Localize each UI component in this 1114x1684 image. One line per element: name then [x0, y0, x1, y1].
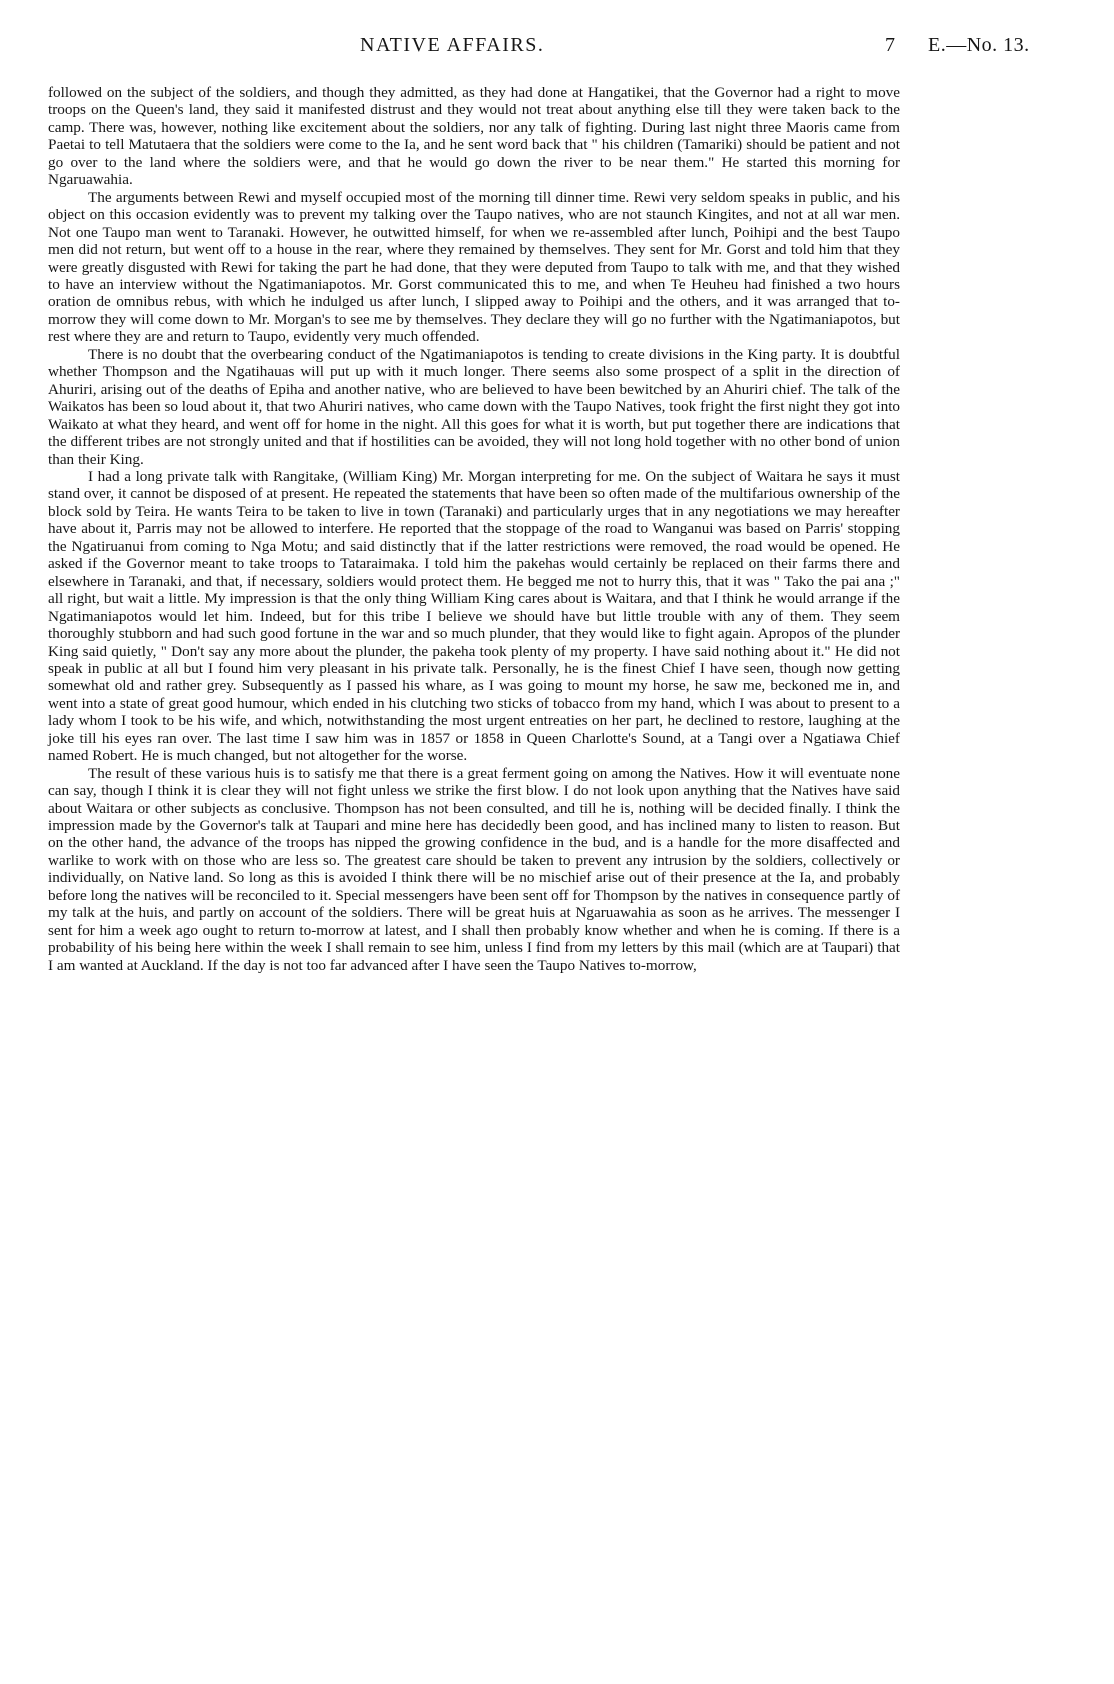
paragraph: I had a long private talk with Rangitake, (William King) Mr. Morgan interpreting for me. On the subject of Waitara he says it must stand over, it cannot be disposed of at present. He repeated the statements that have been so often made of the multifarious ownership of the block sold by Teira. He wants Teira to be taken to live in town (Taranaki) and particularly urges that in any negotiations we may hereafter have about it, Parris may not be allowed to interfere. He reported that the stoppage of the road to Wanganui was based on Parris' stopping the Ngatiruanui from coming to Nga Motu; and said distinctly that if the latter restrictions were removed, the road would be opened. He asked if the Governor meant to take troops to Tataraimaka. I told him the pakehas would certainly be replaced on their farms there and elsewhere in Taranaki, and that, if necessary, soldiers would protect them. He begged me not to hurry this, that it was " Tako the pai ana ;" all right, but wait a little. My impression is that the only thing William King cares about is Waitara, and that I think he would arrange if the Ngatimaniapotos would let him. Indeed, but for this tribe I believe we should have but little trouble with any of them. They seem thoroughly stubborn and had such good fortune in the war and so much plunder, that they would like to fight again. Apropos of the plunder King said quietly, " Don't say any more about the plunder, the pakeha took plenty of my property. I have said nothing about it." He did not speak in public at all but I found him very pleasant in his private talk. Personally, he is the finest Chief I have seen, though now getting somewhat old and rather grey. Subsequently as I passed his whare, as I was going to mount my horse, he saw me, beckoned me in, and went into a state of great good humour, which ended in his clutching two sticks of tobacco from my hand, which I was about to present to a lady whom I took to be his wife, and which, notwithstanding the most urgent entreaties on her part, he declined to restore, laughing at the joke till his eyes ran over. The last time I saw him was in 1857 or 1858 in Queen Charlotte's Sound, at a Tangi over a Ngatiawa Chief named Robert. He is much changed, but not altogether for the worse.	[48, 467, 900, 765]
paragraph: followed on the subject of the soldiers, and though they admitted, as they had done at Hangatikei, that the Governor had a right to move troops on the Queen's land, they said it manifested distrust and they would not treat about anything else till they were taken back to the camp. There was, however, nothing like excitement about the soldiers, nor any talk of fighting. During last night three Maoris came from Paetai to tell Matutaera that the soldiers were come to the Ia, and he sent word back that " his children (Tamariki) should be patient and not go over to the land where the soldiers were, and that he would go down the river to be near them." He started this morning for Ngaruawahia.	[48, 84, 900, 189]
page-number: 7	[885, 34, 895, 56]
document-reference: E.—No. 13.	[928, 34, 1030, 56]
header-title: NATIVE AFFAIRS.	[360, 34, 545, 56]
paragraph: There is no doubt that the overbearing conduct of the Ngatimaniapotos is tending to create divisions in the King party. It is doubtful whether Thompson and the Ngatihauas will put up with it much longer. There seems also some prospect of a split in the direction of Ahuriri, arising out of the deaths of Epiha and another native, who are believed to have been bewitched by an Ahuriri chief. The talk of the Waikatos has been so loud about it, that two Ahuriri natives, who came down with the Taupo Natives, took fright the first night they got into Waikato at what they heard, and went off for home in the night. All this goes for what it is worth, but put together there are indications that the different tribes are not strongly united and that if hostilities can be avoided, they will not long hold together with no other bond of union than their King.	[48, 345, 901, 468]
running-header	[0, 34, 1114, 64]
paragraph: The arguments between Rewi and myself occupied most of the morning till dinner time. Rewi very seldom speaks in public, and his object on this occasion evidently was to prevent my talking over the Taupo natives, who are not staunch Kingites, and not at all war men. Not one Taupo man went to Taranaki. However, he outwitted himself, for when we re-assembled after lunch, Poihipi and the best Taupo men did not return, but went off to a house in the rear, where they remained by themselves. They sent for Mr. Gorst and told him that they were greatly disgusted with Rewi for taking the part he had done, that they were deputed from Taupo to talk with me, and that they wished to have an interview without the Ngatimaniapotos. Mr. Gorst communicated this to me, and when Te Heuheu had finished a two hours oration de omnibus rebus, with which he indulged us after lunch, I slipped away to Poihipi and the others, and it was arranged that to-morrow they will come down to Mr. Morgan's to see me by themselves. They declare they will go no further with the Ngatimaniapotos, but rest where they are and return to Taupo, evidently very much offended.	[48, 188, 900, 346]
body-text	[48, 84, 900, 974]
paragraph: The result of these various huis is to satisfy me that there is a great ferment going on among the Natives. How it will eventuate none can say, though I think it is clear they will not fight unless we strike the first blow. I do not look upon anything that the Natives have said about Waitara or other subjects as conclusive. Thompson has not been consulted, and till he is, nothing will be decided finally. I think the impression made by the Governor's talk at Taupari and mine here has decidedly been good, and has inclined many to listen to reason. But on the other hand, the advance of the troops has nipped the growing confidence in the bud, and is a handle for the more disaffected and warlike to work with on those who are less so. The greatest care should be taken to prevent any intrusion by the soldiers, collectively or individually, on Native land. So long as this is avoided I think there will be no mischief arise out of their presence at the Ia, and probably before long the natives will be reconciled to it. Special messengers have been sent off for Thompson by the natives in consequence partly of my talk at the huis, and partly on account of the soldiers. There will be great huis at Ngaruawahia as soon as he arrives. The messenger I sent for him a week ago ought to return to-morrow at latest, and I shall then probably know whether and when he is coming. If there is a probability of his being here within the week I shall remain to see him, unless I find from my letters by this mail (which are at Taupari) that I am wanted at Auckland. If the day is not too far advanced after I have seen the Taupo Natives to-morrow,	[48, 764, 900, 974]
